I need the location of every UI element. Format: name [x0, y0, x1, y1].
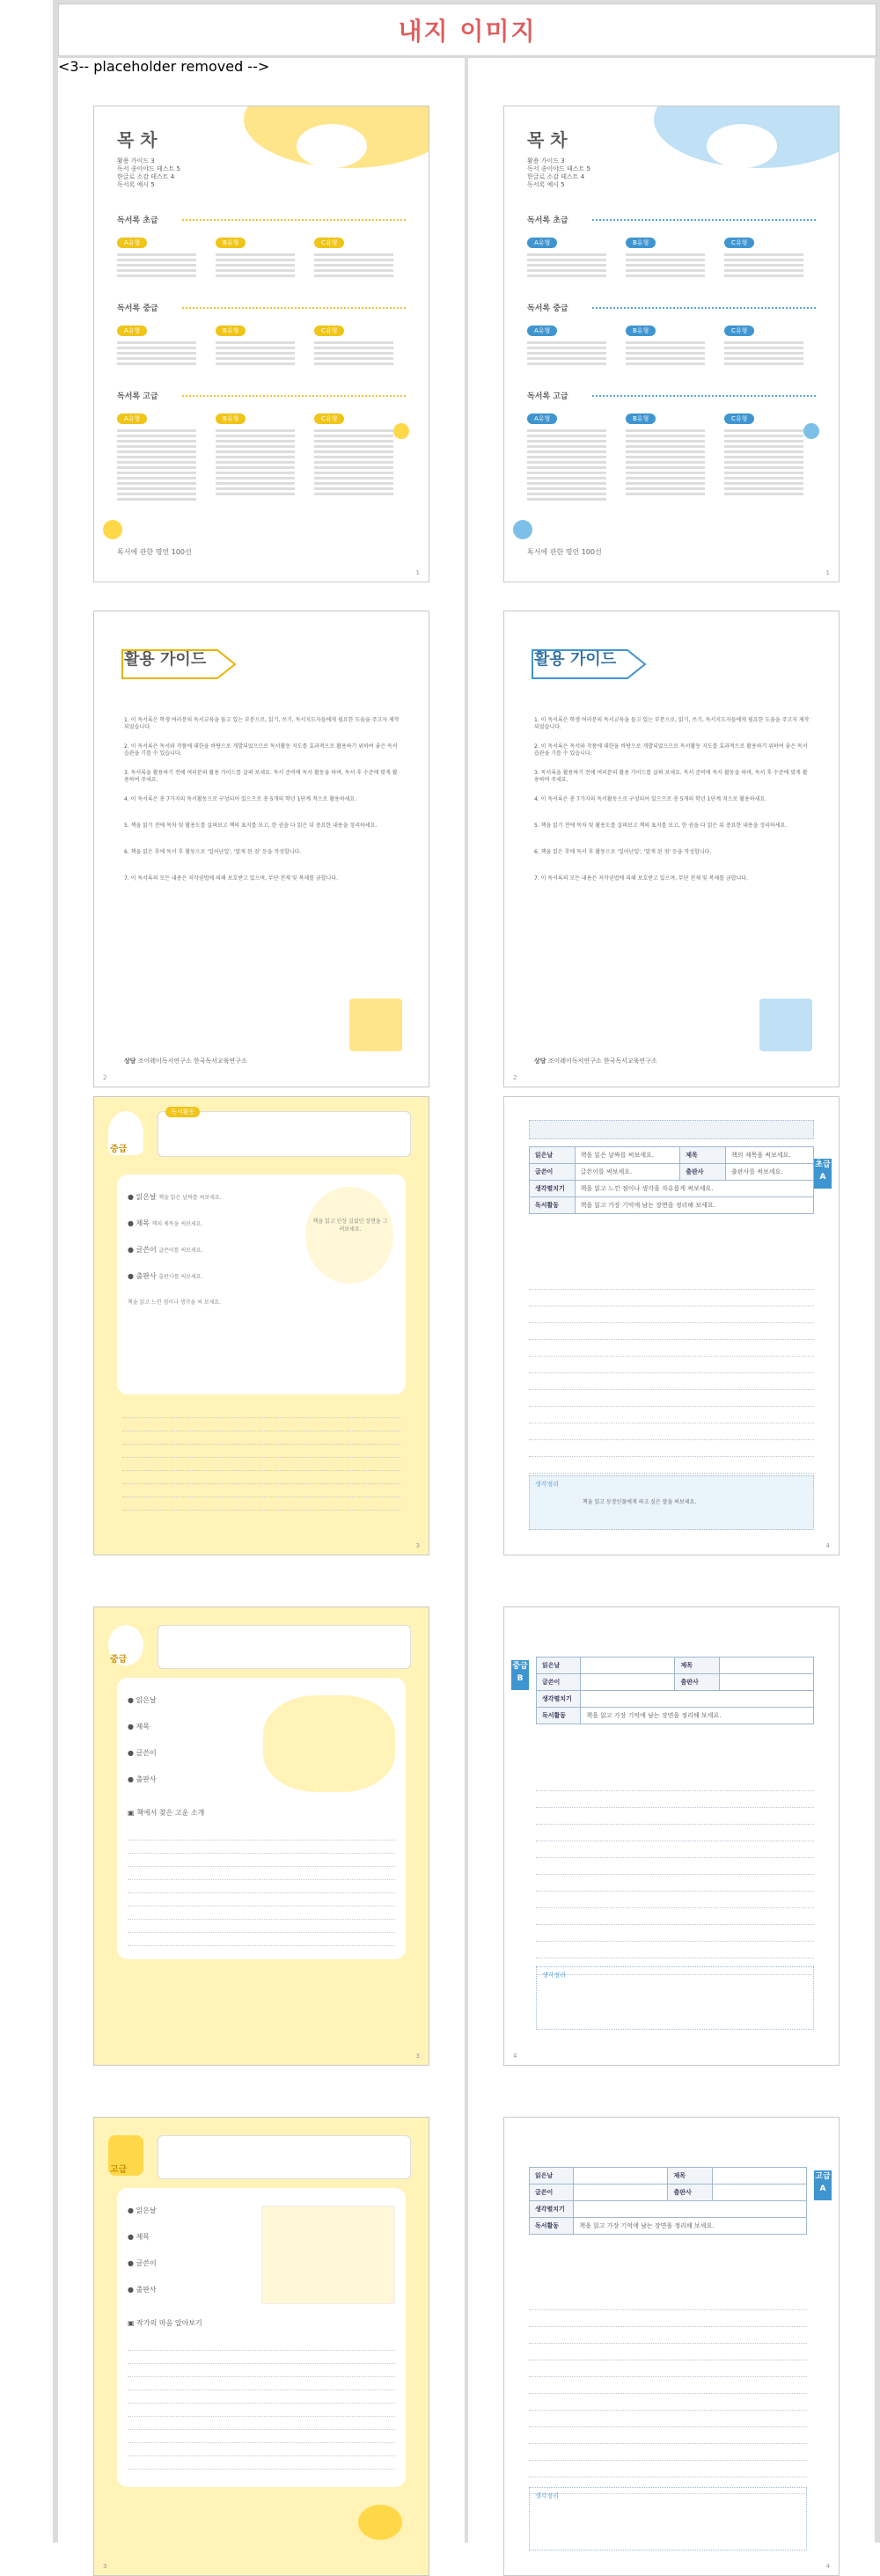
toc-item: 독서록 예시 5 — [117, 181, 155, 188]
guide-paragraph: 4. 이 독서록은 총 7가지의 독서활동으로 구성되어 있으므로 총 5개의 학년 1단계 적으로 활용하세요. — [124, 796, 357, 802]
section-header — [58, 4, 876, 56]
grade-tab: 고급 A — [814, 2170, 832, 2200]
guide-paragraph: 7. 이 독서록의 모든 내용은 저작권법에 의해 보호받고 있으며, 무단 전재 및 복제를 금합니다. — [534, 875, 748, 882]
toc-list — [527, 157, 590, 189]
field-title: ● 제목 — [128, 2233, 150, 2241]
toc-item: 활용 가이드 3 — [117, 157, 155, 165]
guide-paragraph: 5. 책을 읽기 전에 목차 및 활용도를 살펴보고 책의 표지를 보고, 한 권을 다 읽은 뒤 중요한 내용을 정리하세요. — [534, 823, 788, 829]
toc-sub: A유형 — [117, 231, 203, 280]
page-number: 4 — [825, 1542, 830, 1549]
page-number: 3 — [415, 1542, 420, 1549]
writing-lines — [529, 1273, 814, 1474]
books-icon — [759, 999, 812, 1051]
toc-page-blue — [503, 106, 840, 582]
divider — [182, 307, 406, 309]
info-table: 읽은날 제목 글쓴이 출판사 생각펼치기 독서활동 책을 읽고 가장 기억에 남는 장면을 정리해 보세요. — [536, 1657, 814, 1724]
toc-sub: C유형 — [724, 407, 810, 498]
guide-paragraph: 1. 이 독서록은 학생 여러분의 독서교육을 돕고 있는 부분으로, 읽기, 쓰기, 독서지도자들에게 필요한 도움을 주고자 제작되었습니다. — [124, 717, 400, 730]
toc-sub: A유형 — [117, 407, 203, 503]
divider — [592, 395, 816, 397]
toc-item: 활용 가이드 3 — [527, 157, 565, 165]
toc-sub: B유형 — [626, 407, 712, 498]
field-date: ● 읽은날 — [128, 2206, 157, 2214]
form-page-c-yellow — [93, 2117, 429, 2576]
page-number: 1 — [415, 569, 420, 576]
toc-item: 독서 종이야드 테스트 5 — [117, 165, 180, 172]
form-page-a-blue — [503, 1096, 840, 1555]
guide-footer: 상담 조이레이독서연구소 한국독서교육연구소 — [534, 1057, 657, 1065]
guide-title: 활용 가이드 — [124, 650, 207, 669]
toc-title: 목 차 — [527, 129, 568, 150]
title-tag: 독서활동 — [165, 1107, 200, 1117]
toc-sub: C유형 — [314, 319, 400, 368]
note-box: 생각정리 — [529, 2487, 807, 2550]
grade-tab: 중급 B — [511, 1660, 529, 1690]
bubble — [305, 1187, 393, 1284]
toc-item: 독서 종이야드 테스트 5 — [527, 165, 590, 172]
field-author: ● 글쓴이 글쓴이를 써보세요. — [128, 1246, 203, 1254]
writing-lines — [536, 1775, 814, 1975]
guide-paragraph: 4. 이 독서록은 총 7가지의 독서활동으로 구성되어 있으므로 총 5개의 학년 1단계 적으로 활용하세요. — [534, 796, 767, 802]
toc-sub: C유형 — [724, 231, 810, 280]
form-card — [117, 1175, 406, 1394]
bubble-text: 책을 읽고 인상 깊었던 장면을 그려보세요. — [312, 1218, 388, 1233]
guide-paragraph: 3. 독서록을 활용하기 전에 여러분의 활용 가이드를 살펴 보세요. 독서 준비에 독서 활동을 하며, 독서 후 수준에 맞게 활용하여 주세요. — [534, 770, 808, 783]
field-publisher: ● 출판사 — [128, 2286, 157, 2294]
arrow-sign-icon — [531, 638, 663, 691]
toc-sub: B유형 — [626, 231, 712, 280]
page-number: 2 — [513, 1074, 517, 1081]
toc-footer: 독서에 관한 명언 100선 — [117, 548, 192, 556]
field-publisher: ● 출판사 출판사를 써보세요. — [128, 1272, 203, 1280]
header-strip — [529, 1120, 814, 1139]
books-icon — [349, 999, 402, 1051]
title-box — [158, 1111, 411, 1157]
info-table: 읽은날 제목 글쓴이 출판사 생각펼치기 독서활동 책을 읽고 가장 기억에 남는 장면을 정리해 보세요. — [529, 2167, 807, 2235]
chick-icon — [358, 2505, 402, 2540]
divider — [592, 219, 816, 221]
field-publisher: ● 출판사 — [128, 1775, 157, 1783]
grade-tab: 초급 A — [814, 1159, 832, 1189]
divider — [182, 395, 406, 397]
guide-paragraph: 6. 책을 읽은 후에 독서 후 활동으로 '일어난일', '알게 된 점' 등을 작성합니다. — [534, 849, 712, 855]
page-number: 1 — [825, 569, 830, 576]
toc-list — [117, 157, 180, 189]
grade-label: 중급 — [110, 1655, 128, 1665]
field-date: ● 읽은날 책을 읽은 날짜를 써보세요. — [128, 1193, 222, 1201]
example-title: ▣ 책에서 찾은 고운 소개 — [128, 1809, 205, 1817]
toc-section-title: 독서록 중급 — [117, 304, 158, 313]
toc-sub: C유형 — [724, 319, 810, 368]
page-number: 3 — [103, 2563, 107, 2570]
right-column — [468, 58, 875, 2570]
info-table: 읽은날 책을 읽은 날짜를 써보세요. 제목 책의 제목을 써보세요. 글쓴이 글쓴이를 써보세요. 출판사 출판사를 써보세요. 생각펼치기 책을 읽고 느낀 점이나 생각을 자유롭게 써보세요. 독서활동 책을 읽고 가장 기억에 남는 장면을 정리해 보세요. — [529, 1146, 814, 1214]
toc-item: 한글로 소감 테스트 4 — [117, 173, 175, 180]
toc-sub: A유형 — [527, 231, 613, 280]
form-page-a-yellow — [93, 1096, 429, 1555]
form-card — [117, 2188, 406, 2487]
writing-lines — [128, 1827, 395, 1946]
page-number: 2 — [103, 1074, 107, 1081]
page-number: 4 — [513, 2053, 517, 2060]
open-book-icon — [261, 2206, 395, 2304]
toc-section-title: 독서록 초급 — [117, 216, 158, 225]
grade-label: 중급 — [110, 1145, 128, 1154]
divider — [592, 307, 816, 309]
toc-sub: A유형 — [117, 319, 203, 368]
guide-paragraph: 1. 이 독서록은 학생 여러분의 독서교육을 돕고 있는 부분으로, 읽기, 쓰기, 독서지도자들에게 필요한 도움을 주고자 제작되었습니다. — [534, 717, 810, 730]
toc-sub: A유형 — [527, 407, 613, 503]
grade-label: 고급 — [110, 2165, 128, 2175]
guide-paragraph: 7. 이 독서록의 모든 내용은 저작권법에 의해 보호받고 있으며, 무단 전재 및 복제를 금합니다. — [124, 875, 338, 882]
leaf-icon — [803, 423, 819, 439]
guide-paragraph: 2. 이 독서록은 독서와 작품에 대한을 바탕으로 개발되었으므로 독서활동 지도를 효과적으로 활용하기 위하여 좋은 독서 습관을 기를 수 있습니다. — [124, 743, 398, 757]
form-page-b-yellow — [93, 1606, 429, 2066]
toc-sub: B유형 — [216, 231, 302, 280]
guide-paragraph: 3. 독서록을 활용하기 전에 여러분의 활용 가이드를 살펴 보세요. 독서 준비에 독서 활동을 하며, 독서 후 수준에 맞게 활용하여 주세요. — [124, 770, 398, 783]
toc-section-title: 독서록 초급 — [527, 216, 568, 225]
leaf-icon — [103, 520, 122, 539]
field-date: ● 읽은날 — [128, 1696, 157, 1704]
toc-sub: B유형 — [216, 319, 302, 368]
leaf-icon — [513, 520, 532, 539]
title-box — [158, 1625, 411, 1669]
bottom-note: 책을 읽고 느낀 점이나 생각을 써 보세요. — [128, 1299, 222, 1306]
note-box: 생각정리 책을 읽고 등장인물에게 하고 싶은 말을 써보세요. — [529, 1475, 814, 1530]
guide-page-blue — [503, 611, 840, 1087]
note-box: 생각정리 — [536, 1966, 814, 2030]
writing-lines — [128, 2338, 395, 2470]
left-column: 목 차 활용 가이드 3 독서 종이야드 테스트 5 한글로 소감 테스트 4 독서록 예시 5 독서록 초급 A유형 B유형 C유형 독서록 중급 A유형 B유형 C유형 독서록 고급 A유형 B유형 C유형 독서에 관한 명언 100선 1 활용 가이드 1. 이 독서록은 학생 여러분의 독서교육을 돕고 있는 부분으로, 읽기, 쓰기, 독서지도자들에게 필요한 도움을 주고자 제작되었습니다. 2. 이 독서록은 독서와 작품에 대한을 바탕으로 개발되었으므로 독서활동 지도를 효과적으로 활용하기 위하여 좋은 독서 습관을 기를 수 있습니다. 3. 독서록을 활용하기 전에 여러분의 활용 가이드를 살펴 보세요. 독서 준비에 독서 활동을 하며, 독서 후 수준에 맞게 활용하여 주세요. 4. 이 독서록은 총 7가지의 독서활동으로 구성되어 있으므로 총 5개의 학년 1단계 적으로 활용하세요. 5. 책을 읽기 전에 목차 및 활용도를 살펴보고 책의 표지를 보고, 한 권을 다 읽은 뒤 중요한 내용을 정리하세요. 6. 책을 읽은 후에 독서 후 활동으로 '일어난일', '알게 된 점' 등을 작성합니다. 7. 이 독서록의 모든 내용은 저작권법에 의해 보호받고 있으며, 무단 전재 및 복제를 금합니다. 상담 조이레이독서연구소 한국독서교육연구소 2 중급 독서활동 ● 읽은날 책을 읽은 날짜를 써보세요. ● 제목 책의 제목을 써보세요. ● 글쓴이 글쓴이를 써보세요. ● 출판사 출판사를 써보세요. 책을 읽고 느낀 점이나 생각을 써 보세요. 책을 읽고 인상 깊었던 장면을 그려보세요. 3 중급 ● 읽은날 ● 제목 ● 글쓴이 ● 출판사 ▣ 책에서 찾은 고운 소개 3 <3-- placeholder removed --> 고급 ● 읽은날 ● 제목 ● 글쓴이 ● 출판사 ▣ 작가의 마음 알아보기 3 — [58, 58, 465, 2543]
toc-sub: B유형 — [626, 319, 712, 368]
sheep-bubble — [263, 1695, 395, 1792]
arrow-sign-icon — [121, 638, 253, 691]
toc-section-title: 독서록 중급 — [527, 304, 568, 313]
field-title: ● 제목 책의 제목을 써보세요. — [128, 1219, 203, 1227]
guide-paragraph: 5. 책을 읽기 전에 목차 및 활용도를 살펴보고 책의 표지를 보고, 한 권을 다 읽은 뒤 중요한 내용을 정리하세요. — [124, 823, 378, 829]
example-title: ▣ 작가의 마음 알아보기 — [128, 2319, 202, 2327]
page-number: 3 — [415, 2053, 420, 2060]
form-page-c-blue — [503, 2117, 840, 2576]
guide-paragraph: 2. 이 독서록은 독서와 작품에 대한을 바탕으로 개발되었으므로 독서활동 지도를 효과적으로 활용하기 위하여 좋은 독서 습관을 기를 수 있습니다. — [534, 743, 808, 757]
toc-section-title: 독서록 고급 — [527, 392, 568, 401]
writing-lines — [529, 2294, 807, 2494]
field-title: ● 제목 — [128, 1723, 150, 1731]
title-box — [158, 2135, 411, 2179]
toc-page-yellow — [93, 106, 429, 582]
field-author: ● 글쓴이 — [128, 2259, 157, 2267]
guide-title: 활용 가이드 — [534, 650, 617, 669]
writing-lines — [122, 1405, 400, 1511]
toc-item: 독서록 예시 5 — [527, 181, 565, 188]
leaf-icon — [393, 423, 409, 439]
toc-footer: 독서에 관한 명언 100선 — [527, 548, 602, 556]
toc-sub: A유형 — [527, 319, 613, 368]
divider — [182, 219, 406, 221]
guide-page-yellow — [93, 611, 429, 1087]
toc-item: 한글로 소감 테스트 4 — [527, 173, 585, 180]
field-author: ● 글쓴이 — [128, 1749, 157, 1757]
toc-sub: C유형 — [314, 407, 400, 498]
toc-section-title: 독서록 고급 — [117, 392, 158, 401]
toc-title: 목 차 — [117, 129, 158, 150]
guide-footer: 상담 조이레이독서연구소 한국독서교육연구소 — [124, 1057, 247, 1065]
guide-paragraph: 6. 책을 읽은 후에 독서 후 활동으로 '일어난일', '알게 된 점' 등을 작성합니다. — [124, 849, 302, 855]
toc-sub: C유형 — [314, 231, 400, 280]
form-card — [117, 1678, 406, 1959]
form-page-b-blue — [503, 1606, 840, 2066]
section-title: 내지 이미지 — [398, 17, 537, 46]
page-number: 4 — [825, 2563, 830, 2570]
toc-sub: B유형 — [216, 407, 302, 498]
